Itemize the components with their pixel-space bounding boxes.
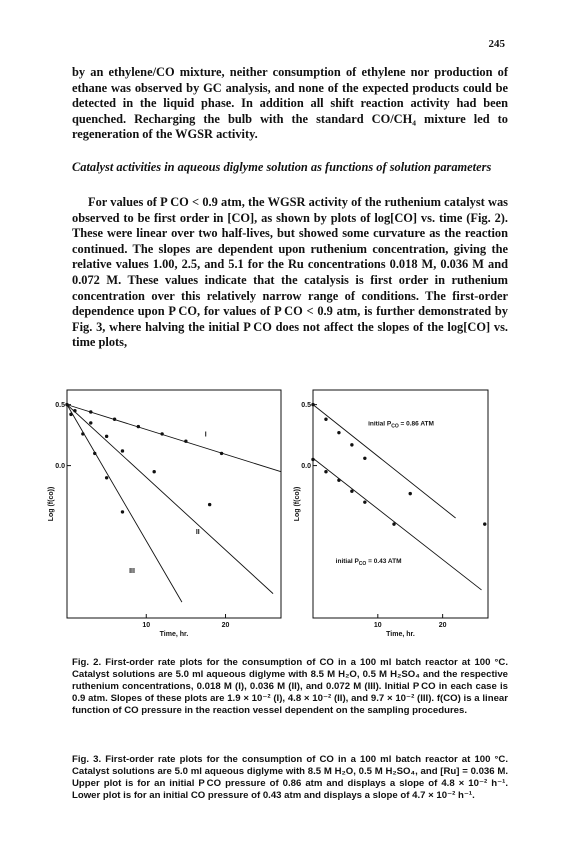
data-point: [337, 479, 340, 482]
figure-2-plot: [48, 385, 287, 640]
data-point: [483, 522, 486, 525]
data-point: [311, 403, 314, 406]
y-tick-label: 0.0: [55, 463, 65, 471]
y-tick-label: 0.5: [301, 402, 311, 410]
data-point: [137, 425, 140, 428]
fit-line: [313, 458, 482, 590]
figure-3-caption: Fig. 3. First-order rate plots for the consumption of CO in a 100 ml batch reactor at 100 °C. Catalyst solutions are 5.0 ml aqueous diglyme with 8.5 M H₂O, 0.5 M H₂SO₄, and [Ru] = 0.036 M. Upper plot is for an initial P CO pressure of 0.86 atm and displays a slope of 4.8 × 10⁻² h⁻¹. Lower plot is for an initial CO pressure of 0.43 atm and displays a slope of 4.7 × 10⁻² h⁻¹.: [72, 754, 508, 801]
data-point: [152, 470, 155, 473]
data-point: [311, 458, 314, 461]
x-axis-label: Time, hr.: [386, 631, 415, 638]
data-point: [350, 443, 353, 446]
data-point: [105, 435, 108, 438]
data-point: [363, 500, 366, 503]
fit-line: [67, 405, 273, 594]
x-tick-label: 20: [221, 622, 230, 629]
data-point: [350, 489, 353, 492]
data-point: [89, 421, 92, 424]
x-tick-label: 10: [373, 622, 382, 629]
fit-line: [67, 405, 281, 472]
data-point: [160, 432, 163, 435]
y-tick-label: 0.0: [301, 463, 311, 471]
y-axis-label: Log (f(co)): [48, 486, 55, 522]
x-tick-label: 10: [142, 622, 151, 629]
line-label: II: [195, 528, 200, 536]
figure-3-plot: [282, 385, 510, 640]
data-point: [73, 409, 76, 412]
data-point: [337, 431, 340, 434]
y-axis-label: Log (f(co)): [294, 486, 301, 522]
line-label: III: [129, 567, 135, 575]
data-point: [392, 522, 395, 525]
x-tick-label: 20: [438, 622, 447, 629]
data-point: [121, 510, 124, 513]
page-number: 245: [488, 38, 505, 50]
figure-2-chart: [48, 385, 287, 640]
y-tick-label: 0.5: [55, 402, 65, 410]
figure-2-caption: Fig. 2. First-order rate plots for the consumption of CO in a 100 ml batch reactor at 100 °C. Catalyst solutions are 5.0 ml aqueous diglyme with 8.5 M H₂O, 0.5 M H₂SO₄ and the respective ruthenium concentrations, 0.018 M (I), 0.036 M (II), and 0.072 M (III). Initial P CO in each case is 0.9 atm. Slopes of these plots are 1.9 × 10⁻² (I), 4.8 × 10⁻² (II), and 9.7 × 10⁻² (III). f(CO) is a linear function of CO pressure in the reaction vessel dependent on the sampling procedures.: [72, 657, 508, 716]
line-label: I: [204, 431, 207, 439]
plot-frame: [67, 390, 281, 618]
figure-3-chart: [282, 385, 510, 640]
inset-label: initial $P_{CO} = 0.86$ ATM: [368, 420, 434, 430]
body-paragraph-2: For values of P CO < 0.9 atm, the WGSR activity of the ruthenium catalyst was observed to be first order in [CO], as shown by plots of log[CO] vs. time (Fig. 2). These were linear over two half-lives, but showed some curvature as the reaction continued. The slopes are dependent upon ruthenium concentration, giving the relative values 1.00, 2.5, and 5.1 for the Ru concentrations 0.018 M, 0.036 M and 0.072 M. These values indicate that the catalysis is first order in ruthenium concentration over this relatively narrow range of conditions. The first-order dependence upon P CO, for values of P CO < 0.9 atm, is further demonstrated by Fig. 3, where halving the initial P CO does not affect the slopes of the log[CO] vs. time plots,: [72, 195, 508, 350]
data-point: [324, 418, 327, 421]
data-point: [324, 470, 327, 473]
data-point: [113, 418, 116, 421]
body-paragraph-1: by an ethylene/CO mixture, neither consumption of ethylene nor production of ethane was observed by GC analysis, and none of the expected products could be detected in the liquid phase. In addition all shift reaction activity had been quenched. Recharging the bulb with the standard CO/CH₄ mixture led to regeneration of the WGSR activity.: [72, 65, 508, 142]
data-point: [409, 492, 412, 495]
section-heading: Catalyst activities in aqueous diglyme solution as functions of solution parameters: [72, 160, 492, 174]
data-point: [105, 476, 108, 479]
data-point: [208, 503, 211, 506]
data-point: [81, 432, 84, 435]
inset-label: initial $P_{CO} = 0.43$ ATM: [335, 558, 402, 568]
data-point: [89, 410, 92, 413]
data-point: [220, 452, 223, 455]
data-point: [184, 440, 187, 443]
data-point: [363, 457, 366, 460]
data-point: [93, 452, 96, 455]
data-point: [121, 449, 124, 452]
x-axis-label: Time, hr.: [159, 631, 189, 638]
data-point: [69, 413, 72, 416]
